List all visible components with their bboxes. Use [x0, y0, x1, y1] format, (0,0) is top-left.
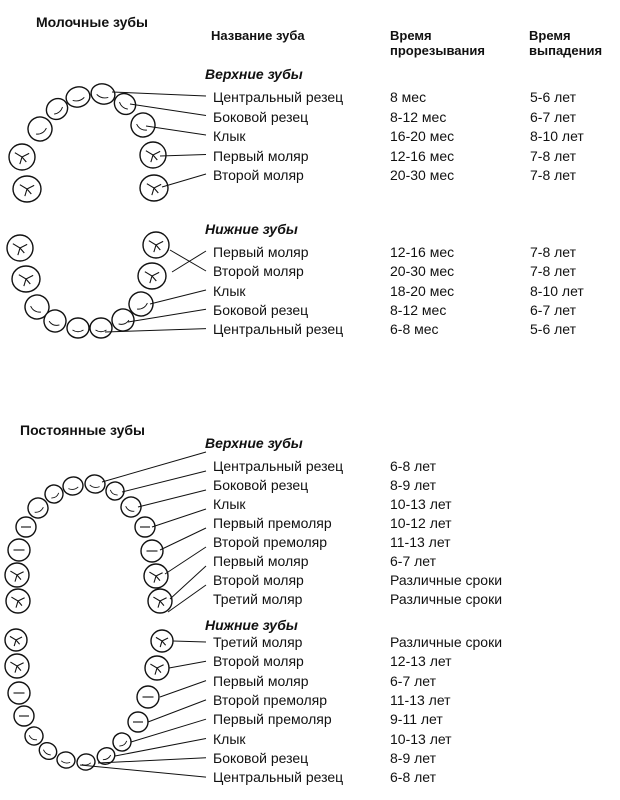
primary-lower-row-name: Центральный резец — [213, 321, 344, 338]
permanent-lower-row-eruption: 6-7 лет — [390, 672, 437, 689]
permanent-upper-row-eruption: 10-13 лет — [390, 496, 452, 512]
permanent-upper-row-name: Третий моляр — [213, 591, 303, 607]
permanent-lower-tooth-12 — [145, 656, 169, 680]
permanent-lower-tooth-7 — [76, 753, 97, 772]
primary-lower-row-name: Клык — [213, 282, 246, 299]
primary-lower-row-eruption: 12-16 мес — [390, 244, 455, 260]
permanent-lower-leader-1 — [169, 661, 206, 668]
permanent-lower-row-eruption: 12-13 лет — [390, 653, 452, 670]
permanent-lower-row-name: Боковой резец — [213, 749, 309, 766]
primary-lower-row-name: Боковой резец — [213, 301, 309, 318]
header-shedding — [529, 28, 602, 58]
primary-upper-row-name: Первый моляр — [213, 147, 309, 164]
primary-upper-row-eruption: 12-16 мес — [390, 147, 455, 164]
header-eruption-line-1: Время — [390, 28, 432, 43]
primary-upper-row-shedding: 6-7 лет — [530, 108, 577, 125]
permanent-upper-row-eruption: 10-12 лет — [390, 515, 452, 531]
primary-lower-row-name: Второй моляр — [213, 263, 304, 280]
primary-upper-row-eruption: 8 мес — [390, 89, 427, 105]
permanent-upper-leader-4 — [160, 528, 206, 550]
primary-upper-tooth-5 — [89, 81, 117, 107]
permanent-upper-leader-2 — [138, 490, 206, 507]
primary-upper-leader-4 — [162, 174, 206, 187]
permanent-upper-row-name: Клык — [213, 496, 246, 512]
permanent-lower-row-eruption: 11-13 лет — [390, 691, 451, 708]
primary-lower-leader-2 — [150, 290, 206, 304]
permanent-lower-leader-0 — [173, 641, 206, 642]
permanent-upper-leader-7 — [168, 585, 206, 612]
permanent-lower-tooth-3 — [14, 706, 34, 726]
primary-upper-tooth-9 — [140, 175, 168, 201]
permanent-lower-row-eruption: 9-11 лет — [390, 711, 443, 728]
permanent-upper-leader-1 — [122, 471, 206, 492]
primary-lower-row-shedding: 7-8 лет — [530, 263, 577, 280]
permanent-lower-tooth-0 — [5, 629, 27, 651]
header-eruption-line-2: прорезывания — [390, 43, 485, 58]
primary-lower-row-shedding: 7-8 лет — [530, 244, 577, 260]
permanent-lower-row-name: Второй моляр — [213, 653, 304, 670]
primary-upper-leader-2 — [146, 126, 206, 135]
permanent-upper-row-eruption: Различные сроки — [390, 591, 503, 607]
permanent-upper-tooth-1 — [5, 563, 29, 587]
permanent-upper-row-eruption: 6-7 лет — [390, 553, 437, 569]
primary-lower-tooth-4 — [67, 318, 89, 338]
permanent-lower-tooth-11 — [137, 686, 159, 708]
permanent-upper-row-name: Первый премоляр — [213, 515, 332, 531]
permanent-lower-row-eruption: Различные сроки — [390, 634, 503, 650]
permanent-lower-row-name: Центральный резец — [213, 769, 344, 786]
header-shedding-line-2: выпадения — [529, 43, 603, 58]
primary-lower-tooth-8 — [138, 263, 166, 289]
permanent-lower-tooth-8 — [94, 745, 118, 768]
permanent-upper-row-name: Центральный резец — [213, 458, 344, 474]
permanent-upper-leader-6 — [170, 566, 206, 599]
permanent-lower-tooth-13 — [151, 630, 173, 652]
permanent-lower-row-name: Второй премоляр — [213, 691, 327, 708]
primary-upper-label: Верхние зубы — [205, 66, 303, 82]
primary-lower-row-eruption: 18-20 мес — [390, 282, 455, 299]
permanent-upper-row-eruption: 8-9 лет — [390, 477, 437, 493]
primary-upper-row-shedding: 8-10 лет — [530, 128, 584, 144]
primary-upper-row-eruption: 16-20 мес — [390, 128, 455, 144]
header-tooth-name: Название зуба — [211, 28, 305, 43]
permanent-lower-leader-2 — [160, 681, 206, 697]
primary-lower-label: Нижние зубы — [205, 221, 298, 237]
permanent-upper-tooth-13 — [148, 589, 172, 613]
permanent-lower-row-eruption: 6-8 лет — [390, 769, 437, 786]
permanent-lower-tooth-6 — [56, 751, 77, 770]
permanent-upper-leader-3 — [152, 509, 206, 527]
permanent-upper-tooth-12 — [144, 564, 168, 588]
permanent-upper-tooth-3 — [16, 517, 36, 537]
primary-lower-row-eruption: 20-30 мес — [390, 263, 455, 280]
permanent-teeth-title: Постоянные зубы — [20, 422, 145, 438]
permanent-upper-leader-5 — [165, 547, 206, 574]
permanent-upper-row-name: Боковой резец — [213, 477, 309, 493]
permanent-lower-row-name: Третий моляр — [213, 634, 303, 650]
permanent-lower-row-name: Первый моляр — [213, 672, 309, 689]
primary-lower-row-name: Первый моляр — [213, 244, 309, 260]
primary-upper-row-eruption: 8-12 мес — [390, 108, 447, 125]
permanent-upper-row-eruption: Различные сроки — [390, 572, 503, 588]
permanent-upper-leader-0 — [102, 452, 206, 482]
permanent-upper-row-eruption: 6-8 лет — [390, 458, 437, 474]
permanent-upper-tooth-6 — [62, 475, 85, 496]
permanent-lower-label: Нижние зубы — [205, 617, 298, 633]
primary-upper-row-name: Центральный резец — [213, 89, 344, 105]
primary-upper-row-shedding: 7-8 лет — [530, 167, 577, 183]
primary-upper-row-name: Боковой резец — [213, 108, 309, 125]
permanent-upper-label: Верхние зубы — [205, 435, 303, 451]
primary-lower-row-eruption: 6-8 мес — [390, 321, 439, 338]
permanent-lower-row-eruption: 8-9 лет — [390, 749, 437, 766]
permanent-upper-row-name: Первый моляр — [213, 553, 309, 569]
primary-upper-tooth-0 — [13, 176, 41, 202]
primary-teeth-title: Молочные зубы — [36, 14, 148, 30]
header-eruption — [390, 28, 485, 58]
header-shedding-line-1: Время — [529, 28, 571, 43]
primary-upper-row-shedding: 5-6 лет — [530, 89, 577, 105]
primary-lower-row-shedding: 6-7 лет — [530, 301, 577, 318]
permanent-upper-tooth-11 — [141, 540, 163, 562]
permanent-lower-tooth-2 — [8, 682, 30, 704]
primary-lower-tooth-5 — [90, 318, 112, 338]
primary-lower-row-shedding: 5-6 лет — [530, 321, 577, 338]
primary-lower-tooth-0 — [7, 235, 33, 261]
primary-lower-tooth-9 — [143, 232, 169, 258]
permanent-upper-tooth-2 — [8, 539, 30, 561]
permanent-lower-row-name: Первый премоляр — [213, 711, 332, 728]
primary-upper-row-shedding: 7-8 лет — [530, 147, 577, 164]
primary-upper-row-name: Второй моляр — [213, 167, 304, 183]
permanent-upper-row-name: Второй премоляр — [213, 534, 327, 550]
permanent-lower-leader-7 — [80, 765, 206, 777]
permanent-upper-tooth-7 — [84, 473, 107, 494]
permanent-lower-tooth-10 — [128, 712, 148, 732]
primary-upper-tooth-1 — [9, 144, 35, 170]
permanent-lower-row-eruption: 10-13 лет — [390, 730, 452, 747]
permanent-upper-tooth-0 — [6, 589, 30, 613]
primary-upper-tooth-8 — [140, 142, 166, 168]
primary-lower-leader-0 — [170, 250, 206, 271]
permanent-upper-row-eruption: 11-13 лет — [390, 534, 451, 550]
permanent-upper-row-name: Второй моляр — [213, 572, 304, 588]
primary-lower-tooth-1 — [12, 266, 40, 292]
permanent-lower-tooth-1 — [5, 654, 29, 678]
primary-upper-leader-3 — [160, 155, 206, 157]
primary-lower-row-shedding: 8-10 лет — [530, 282, 584, 299]
primary-upper-row-name: Клык — [213, 128, 246, 144]
primary-lower-row-eruption: 8-12 мес — [390, 301, 447, 318]
primary-upper-row-eruption: 20-30 мес — [390, 167, 455, 183]
permanent-lower-row-name: Клык — [213, 730, 246, 747]
